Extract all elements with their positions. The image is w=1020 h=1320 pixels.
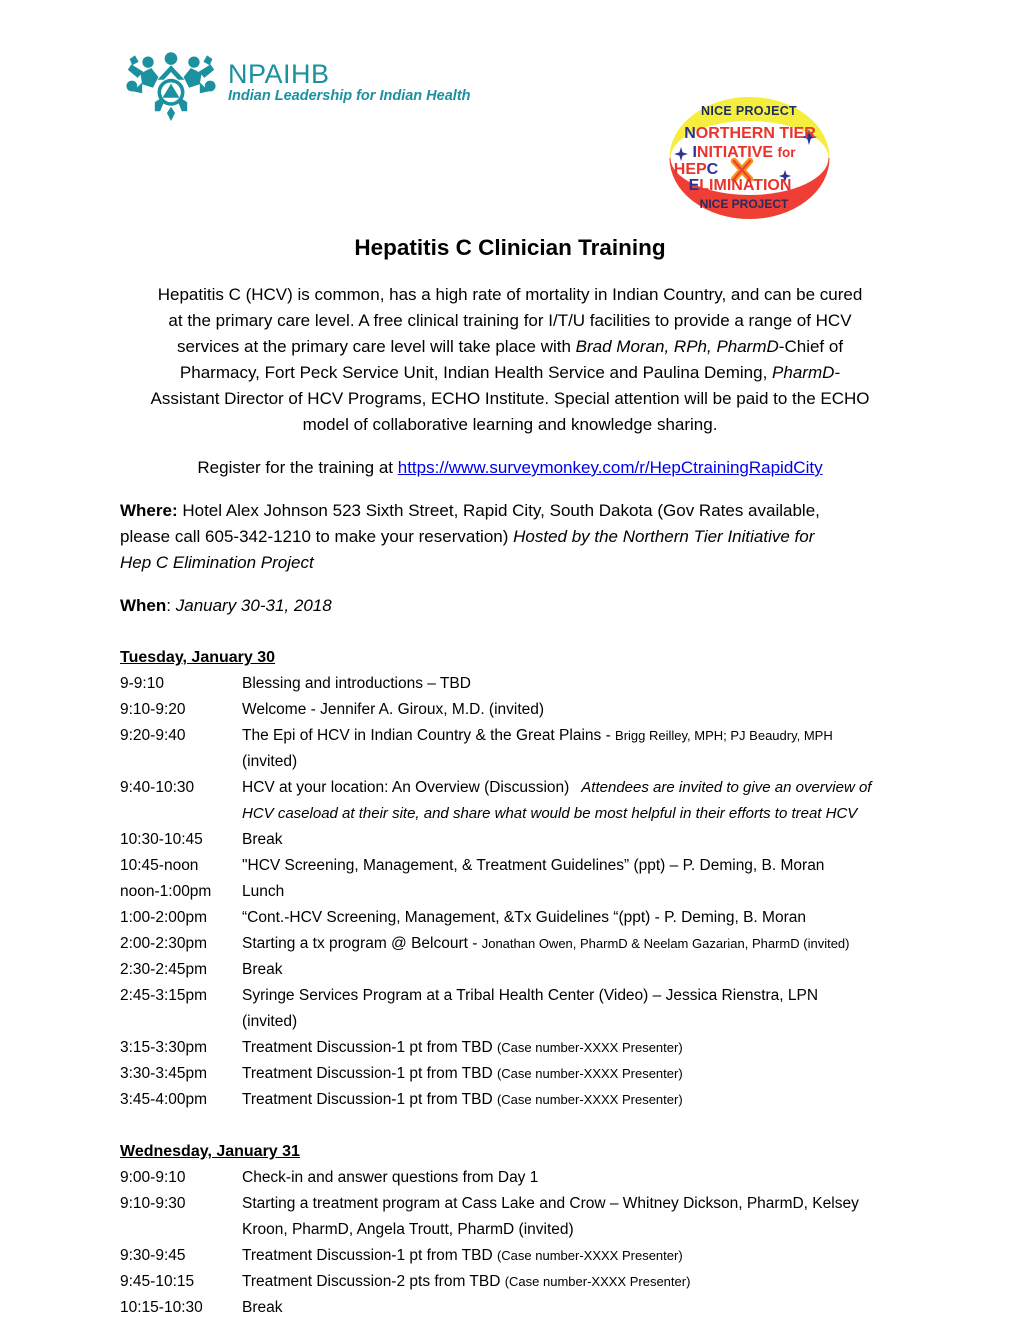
time-slot: 9:10-9:30 [120,1195,186,1212]
time-slot: noon-1:00pm [120,883,212,900]
npaihb-logo-icon [124,50,218,122]
where-label: Where: [120,501,178,520]
schedule-row [120,1061,900,1087]
time-slot: 9:10-9:20 [120,701,186,718]
time-slot: 9-9:10 [120,675,164,692]
svg-text:INITIATIVE for: INITIATIVE for [692,144,796,161]
schedule-row [120,1269,900,1295]
when-value: January 30-31, 2018 [175,596,332,615]
time-slot: 10:45-noon [120,857,199,874]
npaihb-logo-text [228,50,471,104]
session-description: Welcome - Jennifer A. Giroux, M.D. (invited) [242,701,545,718]
intro-line: Pharmacy, Fort Peck Service Unit, Indian Health Service and Paulina Deming, PharmD- [179,363,841,382]
nice-top-text: NICE PROJECT [701,104,797,118]
presenter-name-italic: Brad Moran, RPh, PharmD [575,337,779,356]
intro-line: Hepatitis C (HCV) is common, has a high rate of mortality in Indian Country, and can be cured [157,285,863,304]
time-slot: 9:30-9:45 [120,1247,186,1264]
time-slot: 2:30-2:45pm [120,961,208,978]
session-description: Starting a treatment program at Cass Lake and Crow – Whitney Dickson, PharmD, Kelsey Kroon, PharmD, Angela Troutt, PharmD (invited) [242,1195,859,1238]
session-description: The Epi of HCV in Indian Country & the Great Plains - Brigg Reilley, MPH; PJ Beaudry, MPH (invited) [242,727,833,770]
session-description: Break [242,961,283,978]
session-description: Lunch [242,883,285,900]
intro-line: at the primary care level. A free clinical training for I/T/U facilities to provide a range of HCV [168,311,852,330]
schedule-day-tuesday [120,645,900,1113]
intro-line: services at the primary care level will take place with Brad Moran, RPh, PharmD-Chief of [176,337,844,356]
when-line: When: January 30-31, 2018 [120,596,332,615]
time-slot: 9:45-10:15 [120,1273,195,1290]
schedule-row [120,879,900,905]
time-slot: 3:30-3:45pm [120,1065,208,1082]
schedule-day-wednesday [120,1139,900,1320]
schedule-row [120,827,900,853]
day-heading: Wednesday, January 31 [120,1143,300,1160]
day-heading: Tuesday, January 30 [120,649,276,666]
schedule-row [120,1035,900,1061]
session-description: Starting a tx program @ Belcourt - Jonathan Owen, PharmD & Neelam Gazarian, PharmD (invited) [242,935,850,952]
document-content [120,233,900,1320]
time-slot: 9:40-10:30 [120,779,195,796]
svg-text:HEPC: HEPC [673,161,719,178]
svg-text:NORTHERN TIER: NORTHERN TIER [684,125,816,142]
registration-text: Register for the training at [197,458,398,477]
session-description: Treatment Discussion-1 pt from TBD (Case number-XXXX Presenter) [242,1247,683,1264]
time-slot: 9:20-9:40 [120,727,186,744]
intro-paragraph [120,282,900,438]
where-line: Hep C Elimination Project [120,553,314,572]
schedule-row [120,931,900,957]
schedule-row [120,1165,900,1191]
schedule-row [120,1191,900,1243]
page-title: Hepatitis C Clinician Training [354,235,666,260]
where-line: please call 605-342-1210 to make your reservation) Hosted by the Northern Tier Initiative for [120,527,815,546]
nice-bottom-text: NICE PROJECT [699,197,789,211]
presenter-name-italic: PharmD- [772,363,841,382]
schedule-row [120,697,900,723]
session-description: Blessing and introductions – TBD [242,675,471,692]
schedule-row [120,775,900,827]
registration-link[interactable]: https://www.surveymonkey.com/r/HepCtrainingRapidCity [397,458,823,477]
time-slot: 1:00-2:00pm [120,909,208,926]
session-description: Syringe Services Program at a Tribal Health Center (Video) – Jessica Rienstra, LPN (invited) [242,987,819,1030]
npaihb-name: NPAIHB [228,59,330,89]
intro-line: Assistant Director of HCV Programs, ECHO Institute. Special attention will be paid to the ECHO [150,389,870,408]
schedule-row [120,1243,900,1269]
registration-line [120,455,900,481]
session-description: Treatment Discussion-1 pt from TBD (Case number-XXXX Presenter) [242,1039,683,1056]
intro-line: model of collaborative learning and knowledge sharing. [302,415,718,434]
schedule-row [120,957,900,983]
time-slot: 2:45-3:15pm [120,987,208,1004]
schedule-row [120,853,900,879]
time-slot: 3:15-3:30pm [120,1039,208,1056]
time-slot: 2:00-2:30pm [120,935,208,952]
nice-project-logo-icon [668,95,831,221]
session-description: Treatment Discussion-2 pts from TBD (Case number-XXXX Presenter) [242,1273,691,1290]
schedule-row [120,723,900,775]
session-description: Treatment Discussion-1 pt from TBD (Case number-XXXX Presenter) [242,1065,683,1082]
time-slot: 10:15-10:30 [120,1299,203,1316]
time-slot: 3:45-4:00pm [120,1091,208,1108]
session-description: “Cont.-HCV Screening, Management, &Tx Guidelines “(ppt) - P. Deming, B. Moran [242,909,806,926]
time-slot: 9:00-9:10 [120,1169,186,1186]
where-line: Where: Hotel Alex Johnson 523 Sixth Street, Rapid City, South Dakota (Gov Rates available, [120,501,820,520]
schedule-row [120,671,900,697]
session-description: "HCV Screening, Management, & Treatment Guidelines” (ppt) – P. Deming, B. Moran [242,857,825,874]
schedule-row [120,1087,900,1113]
schedule-row [120,905,900,931]
session-description: Break [242,831,283,848]
schedule-row [120,983,900,1035]
session-description: Break [242,1299,283,1316]
npaihb-logo [124,50,471,122]
time-slot: 10:30-10:45 [120,831,203,848]
npaihb-tagline: Indian Leadership for Indian Health [228,88,471,104]
schedule-row [120,1295,900,1320]
where-block [120,498,900,576]
svg-text:ELIMINATION: ELIMINATION [688,177,792,194]
when-label: When [120,596,167,615]
session-description: Check-in and answer questions from Day 1 [242,1169,539,1186]
session-description: Treatment Discussion-1 pt from TBD (Case number-XXXX Presenter) [242,1091,683,1108]
nice-project-logo [668,95,831,221]
session-description: HCV at your location: An Overview (Discussion) Attendees are invited to give an overview of HCV caseload at their site, and share what would be most helpful in their efforts to treat HCV [242,779,872,822]
